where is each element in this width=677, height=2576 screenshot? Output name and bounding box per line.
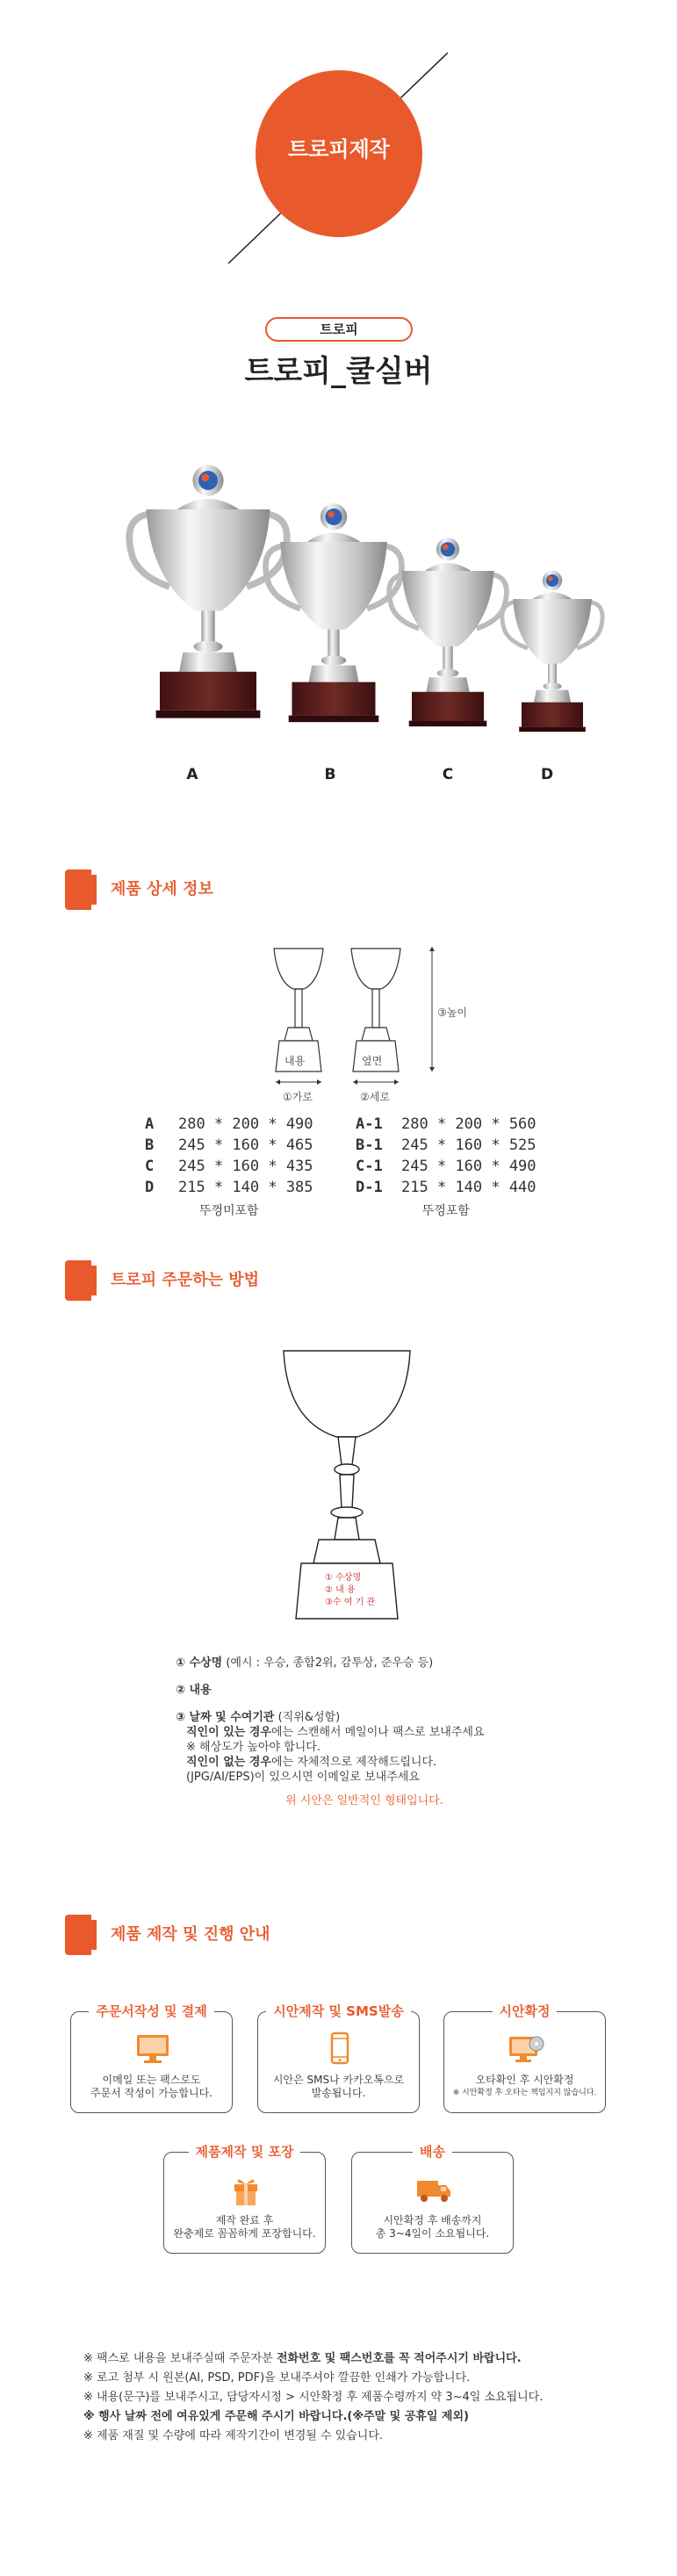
label-width: ①가로 [283, 1091, 313, 1103]
trophy-label-c: C [442, 766, 454, 783]
step-title [444, 2002, 605, 2020]
label-side: 옆면 [362, 1055, 383, 1067]
spec-row [356, 1158, 537, 1179]
section-order-title: 트로피 주문하는 방법 [86, 1266, 275, 1295]
label-depth: ②세로 [360, 1091, 390, 1103]
plate-line-issuer: ③수 여 기 관 [325, 1598, 376, 1607]
spec-row [356, 1179, 537, 1200]
spec-row [145, 1115, 313, 1136]
note-text: 에는 스캔해서 메일이나 팩스로 보내주세요 [270, 1726, 485, 1739]
spec-code: A-1 [356, 1115, 383, 1133]
step-desc-line: 완충제로 꼼꼼하게 포장합니다. [173, 2227, 316, 2240]
step-title-text: 배송 [413, 2144, 452, 2160]
footer-text: ※ 팩스로 내용을 보내주실때 주문자분 [83, 2352, 277, 2365]
spec-row [145, 1136, 313, 1158]
step-title [164, 2142, 325, 2161]
section-order-header [65, 1260, 260, 1301]
footer-notes [83, 2349, 628, 2446]
step-desc-line: 주문서 작성이 가능합니다. [90, 2087, 212, 2099]
step-production-packing [163, 2144, 326, 2254]
hero-title: 트로피제작 [288, 137, 390, 162]
step-shipping [351, 2144, 514, 2254]
step-title [352, 2142, 513, 2161]
step-desc [168, 2214, 321, 2240]
step-desc-line: 시안확정 후 배송까지 [383, 2214, 482, 2226]
step-desc-line: 시안은 SMS나 카카오톡으로 [272, 2074, 405, 2086]
plate-text [325, 1572, 375, 1609]
spec-row [356, 1136, 537, 1158]
step-desc [262, 2074, 415, 2100]
spec-code: C-1 [356, 1158, 383, 1175]
footer-line-1 [83, 2349, 628, 2369]
note-line-c [176, 1755, 588, 1770]
step-desc-line: 발송됩니다. [311, 2087, 366, 2099]
step-title [258, 2002, 419, 2020]
note-label: ③ 날짜 및 수여기관 [176, 1711, 275, 1724]
spec-row [145, 1158, 313, 1179]
spec-footer-with-lid: 뚜껑포함 [421, 1204, 470, 1218]
note-line-d: (JPG/AI/EPS)이 있으시면 이메일로 보내주세요 [186, 1771, 420, 1784]
spec-code: B [145, 1136, 155, 1154]
footer-line-3: ※ 내용(문구)를 보내주시고, 담당자시정 > 시안확정 후 제품수령까지 약 3~4일 소요됩니다. [83, 2391, 544, 2404]
section-process-header [65, 1915, 270, 1955]
note-text: (직위&성함) [277, 1711, 341, 1724]
section-detail-header [65, 869, 213, 910]
spec-value: 215 * 140 * 385 [178, 1179, 313, 1196]
note-text: 에는 자체적으로 제작해드립니다. [270, 1756, 437, 1769]
trophy-label-b: B [324, 766, 336, 783]
step-title-text: 제품제작 및 포장 [189, 2144, 301, 2160]
spec-value: 280 * 200 * 560 [401, 1115, 537, 1133]
spec-value: 245 * 160 * 490 [401, 1158, 537, 1175]
note-line-b: ※ 해상도가 높아야 합니다. [186, 1741, 321, 1754]
spec-value: 215 * 140 * 440 [401, 1179, 537, 1196]
spec-table-no-lid [145, 1115, 313, 1219]
spec-footer-no-lid: 뚜껑미포함 [198, 1204, 259, 1218]
label-front: 내용 [284, 1055, 306, 1067]
step-title-text: 주문서작성 및 결제 [89, 2003, 213, 2019]
order-notes [176, 1656, 588, 1808]
spec-code: D-1 [356, 1179, 383, 1196]
note-item-1 [176, 1656, 588, 1670]
step-order-payment [70, 2003, 233, 2113]
spec-table-with-lid [356, 1115, 537, 1219]
step-title-text: 시안확정 [493, 2003, 558, 2019]
monitor-icon [134, 2031, 171, 2067]
order-trophy-diagram [277, 1333, 417, 1649]
trophy-lineup [0, 457, 677, 790]
step-desc-line: ※ 시안확정 후 오타는 책임지지 않습니다. [452, 2089, 597, 2097]
category-badge: 트로피 [265, 317, 413, 342]
spec-row [145, 1179, 313, 1200]
step-confirm-draft [443, 2003, 606, 2113]
step-desc [356, 2214, 509, 2240]
trophy-label-d: D [540, 766, 554, 783]
note-label: ② 내용 [176, 1684, 212, 1697]
step-desc-line: 오타확인 후 시안확정 [475, 2074, 574, 2086]
spec-code: C [145, 1158, 155, 1175]
spec-value: 245 * 160 * 435 [178, 1158, 313, 1175]
step-desc [448, 2074, 601, 2100]
plate-line-award: ① 수상명 [325, 1573, 362, 1583]
note-text: (예시 : 우승, 종합2위, 감투상, 준우승 등) [226, 1656, 434, 1670]
footer-bold: ※ 행사 날짜 전에 여유있게 주문해 주시기 바랍니다.(※주말 및 공휴일 제외) [83, 2410, 469, 2423]
note-item-3 [176, 1710, 588, 1725]
footer-line-5: ※ 제품 재질 및 수량에 따라 제작기간이 변경될 수 있습니다. [83, 2429, 384, 2443]
note-red: 위 시안은 일반적인 형태입니다. [285, 1794, 443, 1808]
smartphone-icon [321, 2031, 358, 2067]
plate-line-content: ② 내 용 [325, 1585, 356, 1595]
monitor-disc-icon [508, 2031, 544, 2067]
gift-icon [227, 2172, 264, 2207]
trophy-illustrations [0, 457, 677, 755]
trophy-label-a: A [186, 766, 198, 783]
spec-code: B-1 [356, 1136, 383, 1154]
spec-code: D [145, 1179, 155, 1196]
footer-bold: 전화번호 및 팩스번호를 꼭 적어주시기 바랍니다. [276, 2352, 522, 2365]
note-line-a [176, 1725, 588, 1740]
note-item-2 [176, 1683, 588, 1698]
spec-code: A [145, 1115, 155, 1133]
product-title: 트로피_쿨실버 [244, 354, 433, 389]
step-desc-line: 제작 완료 후 [215, 2214, 274, 2226]
note-bold: 직인이 있는 경우 [186, 1726, 271, 1739]
dimension-diagram [263, 931, 492, 1124]
truck-icon [415, 2172, 452, 2207]
spec-value: 280 * 200 * 490 [178, 1115, 313, 1133]
step-title [71, 2002, 232, 2020]
footer-line-2: ※ 로고 첨부 시 원본(AI, PSD, PDF)을 보내주셔야 깔끔한 인쇄가 가능합니다. [83, 2371, 471, 2385]
step-desc-line: 이메일 또는 팩스로도 [102, 2074, 201, 2086]
footer-line-4 [83, 2407, 628, 2427]
section-process-title: 제품 제작 및 진행 안내 [86, 1920, 286, 1950]
note-label: ① 수상명 [176, 1656, 223, 1670]
hero-banner [0, 0, 677, 290]
spec-row [356, 1115, 537, 1136]
step-desc-line: 총 3~4일이 소요됩니다. [375, 2227, 490, 2240]
section-detail-title: 제품 상세 정보 [86, 875, 229, 905]
spec-value: 245 * 160 * 525 [401, 1136, 537, 1154]
step-title-text: 시안제작 및 SMS발송 [266, 2003, 410, 2019]
step-draft-sms [257, 2003, 420, 2113]
note-bold: 직인이 없는 경우 [186, 1756, 271, 1769]
spec-value: 245 * 160 * 465 [178, 1136, 313, 1154]
step-desc [75, 2074, 228, 2100]
label-height: ③높이 [437, 1007, 467, 1019]
